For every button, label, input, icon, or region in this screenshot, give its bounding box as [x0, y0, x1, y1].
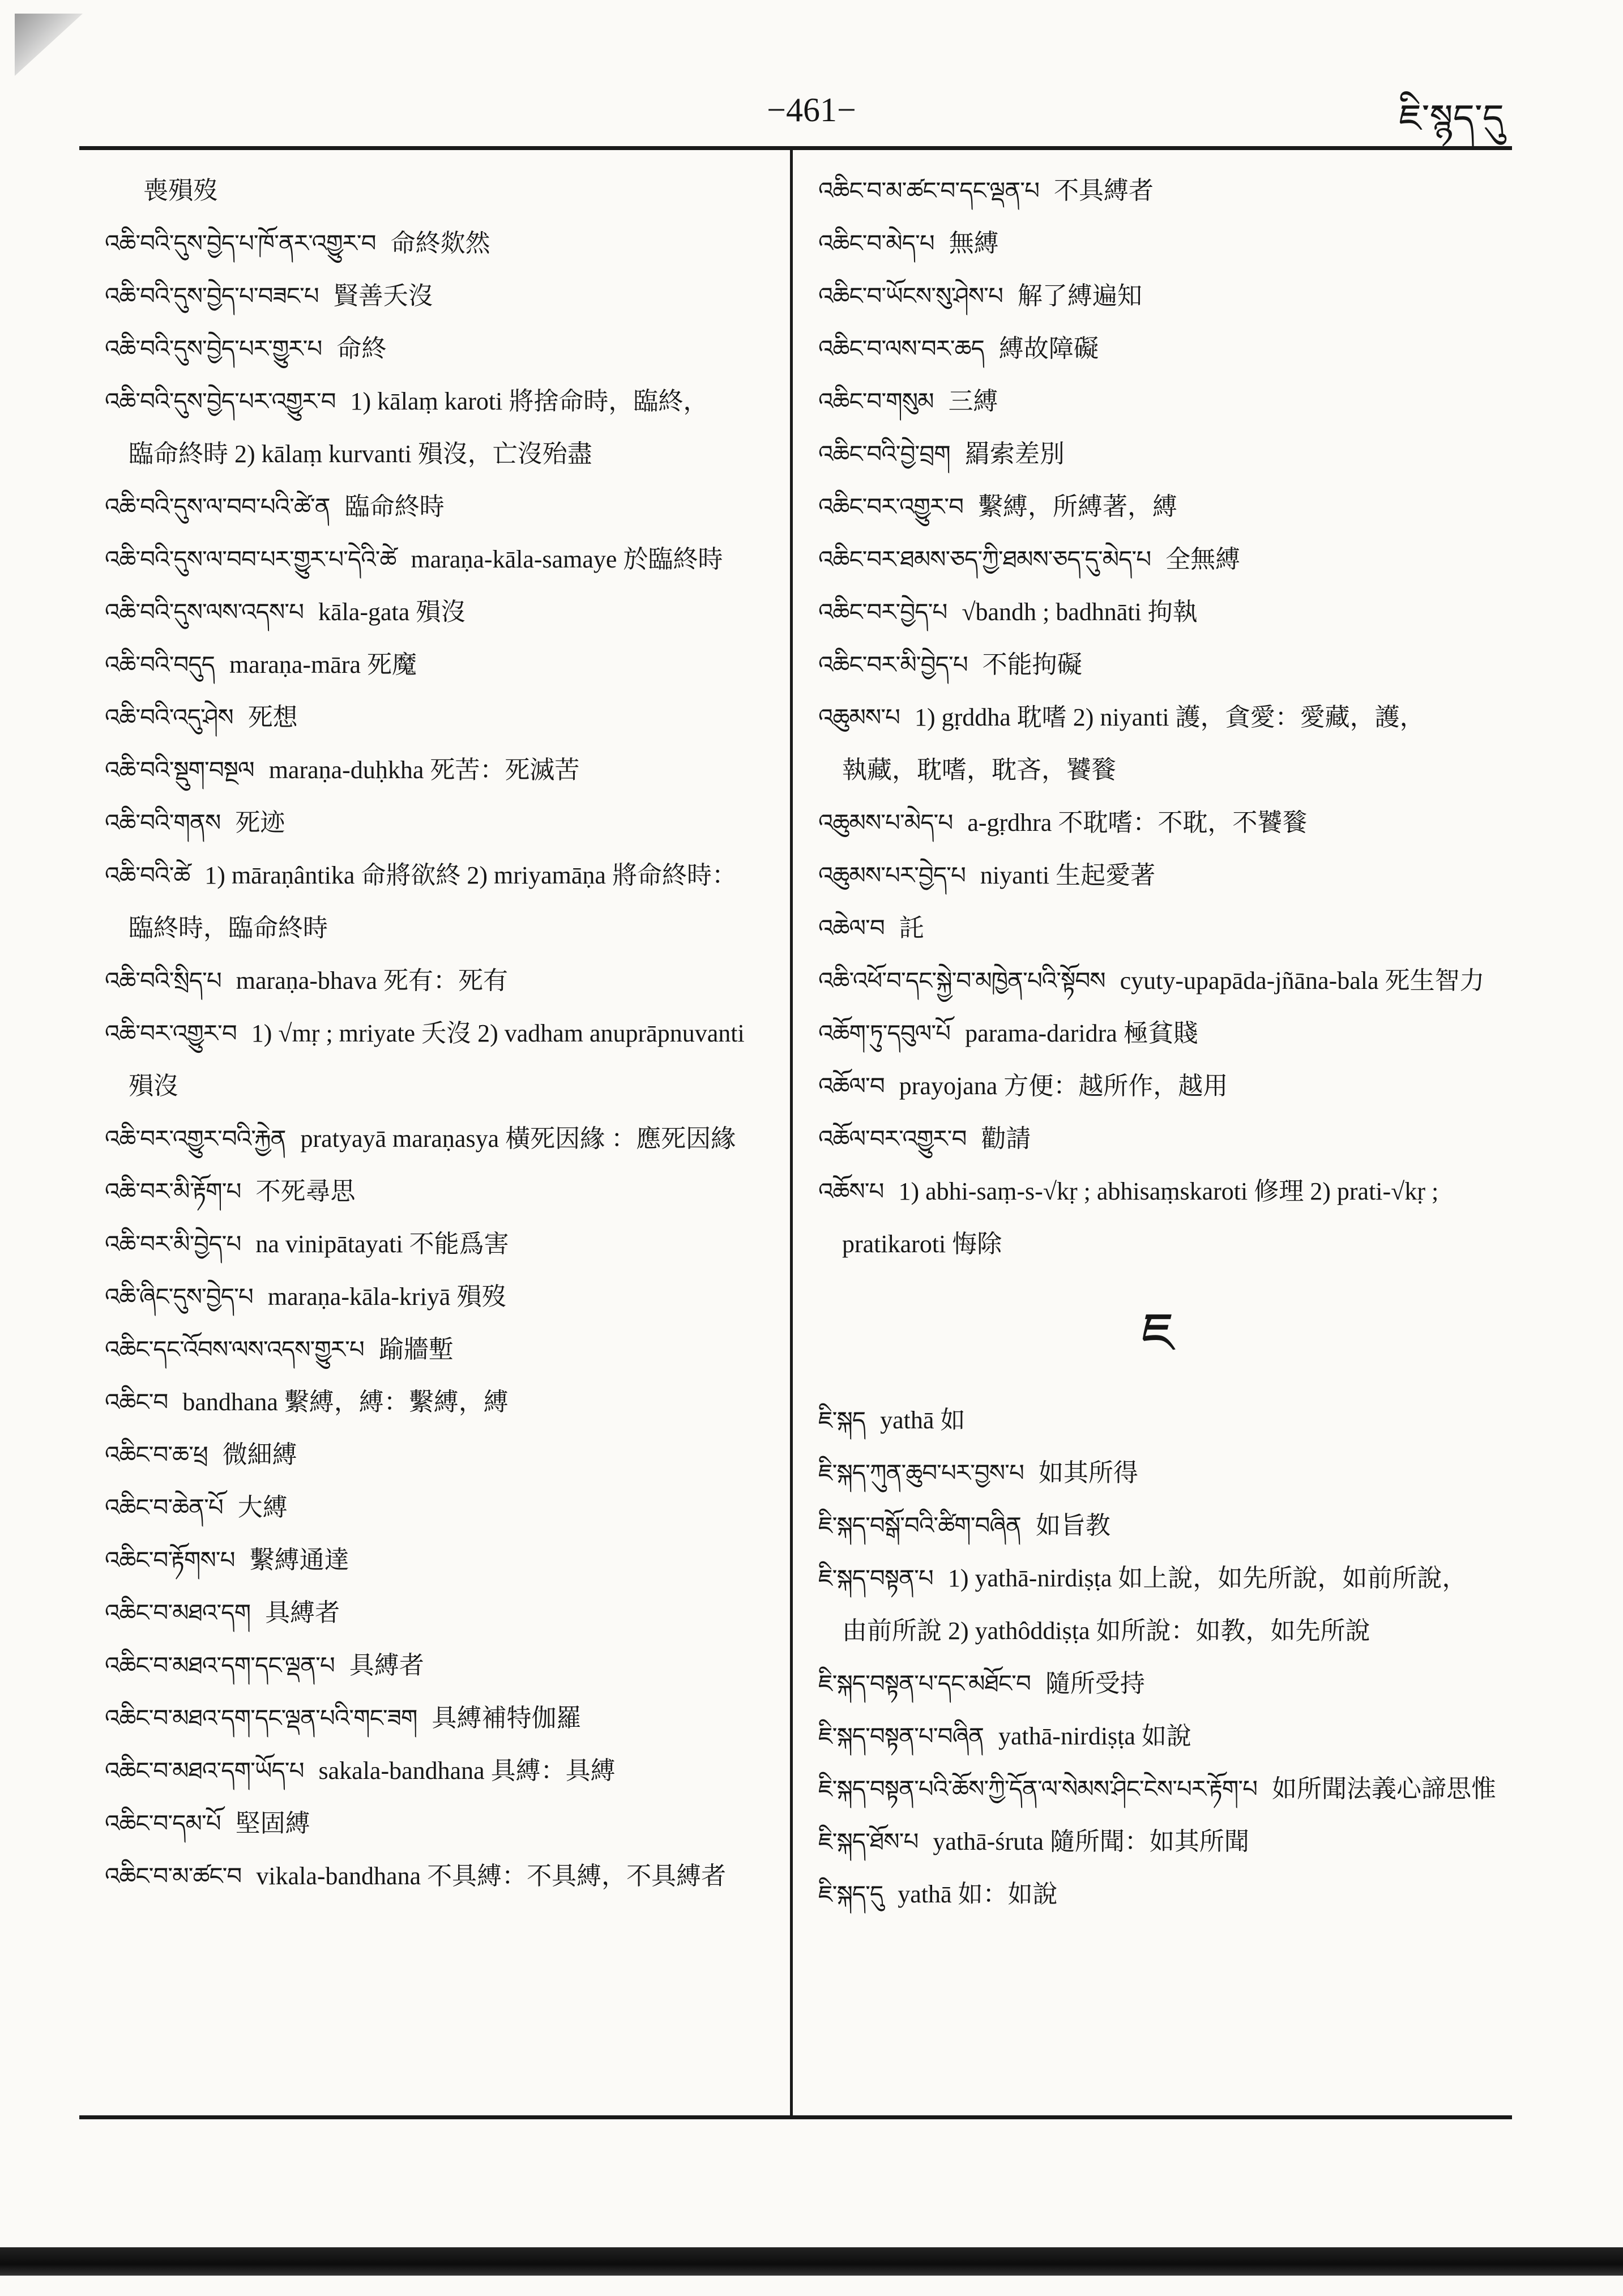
dictionary-entry — [105, 1165, 773, 1218]
entry-headword: འཆིང་བ་དམ་པོ — [105, 1810, 221, 1837]
entry-headword: འཆུམས་པ — [818, 703, 900, 731]
entry-gloss: bandhana 繫縛，縛：繫縛，縛 — [182, 1388, 509, 1416]
entry-headword: འཆོག་ཏུ་དབུལ་པོ — [818, 1019, 951, 1047]
dictionary-entry — [105, 1481, 773, 1534]
dictionary-entry — [105, 586, 773, 638]
entry-gloss: 解了縛遍知 — [1017, 282, 1142, 310]
dictionary-entry — [818, 1552, 1498, 1657]
entry-gloss: 大縛 — [237, 1493, 288, 1521]
entry-headword: ཇི་སྐད་ཐོས་པ — [818, 1828, 919, 1855]
entry-gloss: 無縛 — [949, 229, 999, 257]
dictionary-entry — [818, 586, 1498, 638]
dictionary-entry — [105, 1639, 773, 1692]
entry-gloss: 1) yathā-nirdiṣṭa 如上說，如先所說，如前所說，由前所說 2) yathôddiṣṭa 如所說：如教，如先所說 — [842, 1564, 1467, 1645]
dictionary-entry — [818, 270, 1498, 322]
entry-headword: འཆི་བའི་འདུ་ཤེས — [105, 703, 233, 731]
entry-headword: འཆིང་བར་འགྱུར་བ — [818, 493, 964, 520]
dictionary-entry — [818, 1060, 1498, 1112]
entry-gloss: 羂索差別 — [964, 440, 1065, 468]
entry-gloss: maraṇa-kāla-kriyā 殞歿 — [267, 1283, 507, 1311]
entry-headword: འཆི་བའི་དུས་ལས་འདས་པ — [105, 598, 304, 626]
entry-headword: འཆིང་བའི་བྱེ་བྲག — [818, 440, 950, 468]
entry-gloss: 具縛者 — [349, 1651, 424, 1679]
entry-gloss: 1) māraṇântika 命將欲終 2) mriyamāṇa 將命終時：臨終時，臨命終時 — [129, 861, 737, 942]
entry-gloss: √bandh ; badhnāti 拘執 — [962, 598, 1198, 626]
dictionary-entry — [818, 954, 1498, 1007]
dictionary-entry — [818, 428, 1498, 480]
entry-headword: འཆི་བའི་བདུད — [105, 651, 215, 678]
dictionary-entry — [818, 1815, 1498, 1868]
entry-headword: འཆི་བའི་སྡུག་བསྔལ — [105, 756, 254, 784]
entry-gloss: prayojana 方便：越所作，越用 — [899, 1072, 1228, 1100]
dictionary-entry — [818, 902, 1498, 954]
entry-gloss: vikala-bandhana 不具縛：不具縛，不具縛者 — [256, 1862, 727, 1890]
entry-gloss: 1) abhi-saṃ-s-√kṛ ; abhisaṃskaroti 修理 2) prati-√kṛ ; pratikaroti 悔除 — [842, 1177, 1439, 1258]
dictionary-entry — [818, 691, 1498, 796]
dictionary-entry — [105, 375, 773, 480]
entry-gloss: 喪殞歿 — [143, 177, 218, 204]
entry-gloss: 隨所受持 — [1045, 1670, 1145, 1697]
entry-headword: འཆི་བའི་དུས་ལ་བབ་པའི་ཚེ་ན — [105, 493, 330, 520]
entry-gloss: 命終欻然 — [390, 229, 490, 257]
column-divider — [790, 150, 793, 2115]
entry-gloss: 繫縛，所縛著，縛 — [978, 493, 1178, 520]
entry-gloss: 死想 — [247, 703, 298, 731]
entry-headword: འཆིང་བར་མི་བྱེད་པ — [818, 651, 968, 678]
scan-corner-mark — [15, 14, 83, 76]
entry-headword: འཆིང་བ་གསུམ — [818, 387, 934, 415]
entry-gloss: yathā-śruta 隨所聞：如其所聞 — [933, 1828, 1249, 1855]
entry-headword: འཆི་བའི་དུས་བྱེད་པ་ཁོ་ནར་འགྱུར་བ — [105, 229, 376, 257]
scan-bottom-band — [0, 2247, 1623, 2276]
dictionary-entry — [818, 533, 1498, 586]
entry-gloss: 具縛補特伽羅 — [432, 1704, 582, 1732]
entry-headword: ཇི་སྐད་བསྟན་པ་དང་མཐོང་བ — [818, 1670, 1031, 1697]
entry-headword: འཆིང་བ་མ་ཚང་བ་དང་ལྡན་པ — [818, 177, 1040, 204]
right-column — [818, 164, 1498, 1921]
dictionary-entry — [105, 1112, 773, 1165]
entry-gloss: 具縛者 — [265, 1599, 340, 1627]
dictionary-entry — [818, 217, 1498, 270]
dictionary-entry — [818, 638, 1498, 691]
dictionary-entry — [105, 954, 773, 1007]
page-number: −461− — [767, 91, 856, 129]
entry-headword: འཆིང་བ་མཐའ་དག་དང་ལྡན་པའི་གང་ཟག — [105, 1704, 417, 1732]
dictionary-entry — [818, 796, 1498, 849]
entry-gloss: maraṇa-duḥkha 死苦：死滅苦 — [268, 756, 580, 784]
entry-gloss: 不能拘礙 — [982, 651, 1082, 678]
dictionary-entry — [105, 849, 773, 954]
left-column — [105, 164, 773, 1902]
entry-gloss: 如所聞法義心諦思惟 — [1272, 1775, 1497, 1803]
entry-gloss: 不具縛者 — [1054, 177, 1154, 204]
dictionary-entry — [818, 164, 1498, 217]
entry-headword: འཆིང་བ་ཆ་ཕྲ — [105, 1441, 208, 1469]
entry-headword: འཆིང་བ་ཆེན་པོ — [105, 1493, 223, 1521]
entry-gloss: na vinipātayati 不能爲害 — [255, 1230, 509, 1258]
entry-gloss: 死迹 — [235, 809, 285, 837]
dictionary-entry — [105, 1218, 773, 1270]
entry-gloss: yathā 如：如說 — [898, 1880, 1058, 1908]
dictionary-entry — [105, 744, 773, 796]
entry-headword: འཆིང་བར་བྱེད་པ — [818, 598, 947, 626]
entry-gloss: 命終 — [336, 335, 387, 362]
entry-headword: འཆི་བར་མི་བྱེད་པ — [105, 1230, 241, 1258]
entry-gloss: yathā 如 — [880, 1406, 966, 1434]
entry-headword: འཆི་བའི་དུས་ལ་བབ་པར་གྱུར་པ་དེའི་ཚེ — [105, 545, 396, 573]
dictionary-entry — [105, 1534, 773, 1586]
dictionary-entry — [818, 375, 1498, 428]
entry-headword: འཆིང་བ — [105, 1388, 168, 1416]
entry-gloss: 1) √mṛ ; mriyate 夭沒 2) vadham anuprāpnuvanti 殞沒 — [129, 1019, 745, 1100]
dictionary-entry — [818, 1499, 1498, 1552]
entry-headword: འཆི་ཞིང་དུས་བྱེད་པ — [105, 1283, 253, 1311]
dictionary-entry — [105, 1586, 773, 1639]
dictionary-entry — [105, 1007, 773, 1112]
dictionary-entry — [818, 1165, 1498, 1270]
entry-gloss: 1) kālaṃ karoti 將捨命時，臨終，臨命終時 2) kālaṃ kurvanti 殞沒，亡沒殆盡 — [129, 387, 708, 468]
entry-headword: འཆི་བའི་དུས་བྱེད་པར་གྱུར་པ — [105, 335, 322, 362]
dictionary-entry — [818, 1762, 1498, 1815]
dictionary-entry — [105, 638, 773, 691]
entry-headword: འཆི་བའི་གནས — [105, 809, 221, 837]
entry-gloss: maraṇa-māra 死魔 — [229, 651, 417, 678]
entry-gloss: 臨命終時 — [344, 493, 445, 520]
entry-gloss: 不死尋思 — [255, 1177, 356, 1205]
entry-headword: ཇི་སྐད — [818, 1406, 866, 1434]
entry-headword: འཆི་བར་འགྱུར་བ — [105, 1019, 237, 1047]
bottom-rule — [79, 2115, 1512, 2119]
dictionary-entry — [105, 691, 773, 744]
entry-gloss: 踰牆塹 — [378, 1335, 454, 1363]
entry-headword: འཆི་བའི་སྲིད་པ — [105, 967, 221, 995]
entry-gloss: 勸請 — [981, 1125, 1031, 1153]
entry-headword: ཇི་སྐད་བསྟན་པ — [818, 1564, 933, 1592]
entry-headword: ཇི་སྐད་དུ — [818, 1880, 883, 1908]
dictionary-entry — [105, 480, 773, 533]
entry-headword: འཆིང་བ་མཐའ་དག — [105, 1599, 251, 1627]
dictionary-entry — [105, 322, 773, 375]
dictionary-entry — [105, 164, 773, 217]
entry-gloss: maraṇa-kāla-samaye 於臨終時 — [411, 545, 723, 573]
entry-gloss: niyanti 生起愛著 — [980, 861, 1156, 889]
entry-gloss: 堅固縛 — [235, 1810, 310, 1837]
dictionary-entry — [818, 480, 1498, 533]
entry-gloss: maraṇa-bhava 死有：死有 — [236, 967, 508, 995]
entry-headword: འཆི་འཕོ་བ་དང་སྐྱེ་བ་མཁྱེན་པའི་སྟོབས — [818, 967, 1105, 995]
entry-headword: འཆིང་བ་མ་ཚང་བ — [105, 1862, 242, 1890]
entry-headword: འཆིང་བ་མཐའ་དག་དང་ལྡན་པ — [105, 1651, 335, 1679]
entry-headword: འཆིང་བ་མཐའ་དག་ཡོད་པ — [105, 1757, 304, 1785]
entry-headword: འཆུམས་པར་བྱེད་པ — [818, 861, 966, 889]
entry-headword: ཇི་སྐད་བསྒོ་བའི་ཚིག་བཞིན — [818, 1512, 1021, 1539]
entry-headword: འཆོས་པ — [818, 1177, 884, 1205]
entry-headword: འཆི་བའི་དུས་བྱེད་པ་བཟང་པ — [105, 282, 319, 310]
entry-gloss: 微細縛 — [222, 1441, 297, 1469]
entry-gloss: 託 — [899, 914, 924, 942]
entry-headword: འཆིང་བ་རྟོགས་པ — [105, 1546, 235, 1574]
entry-gloss: 1) gṛddha 耽嗜 2) niyanti 護，貪愛：愛藏，護，執藏，耽嗜，耽吝，饕餮 — [842, 703, 1425, 784]
dictionary-entry — [818, 1394, 1498, 1446]
entry-headword: འཆི་བའི་དུས་བྱེད་པར་འགྱུར་བ — [105, 387, 336, 415]
entry-gloss: 賢善夭沒 — [333, 282, 433, 310]
dictionary-entry — [105, 533, 773, 586]
entry-gloss: parama-daridra 極貧賤 — [965, 1019, 1198, 1047]
entry-headword: ཇི་སྐད་བསྟན་པ་བཞིན — [818, 1722, 984, 1750]
dictionary-entry — [818, 1868, 1498, 1921]
entry-headword: འཆུམས་པ་མེད་པ — [818, 809, 953, 837]
entry-gloss: pratyayā maraṇasya 橫死因緣 ：應死因緣 — [300, 1125, 736, 1153]
dictionary-entry — [105, 1850, 773, 1902]
entry-gloss: 縛故障礙 — [998, 335, 1099, 362]
entry-headword: འཆི་བར་འགྱུར་བའི་རྐྱེན — [105, 1125, 286, 1153]
entry-headword: འཆི་བར་མི་རྟོག་པ — [105, 1177, 241, 1205]
dictionary-entry — [818, 1112, 1498, 1165]
dictionary-entry — [105, 1270, 773, 1323]
entry-headword: འཆོལ་བ — [818, 1072, 885, 1100]
entry-gloss: cyuty-upapāda-jñāna-bala 死生智力 — [1120, 967, 1485, 995]
entry-gloss: 全無縛 — [1165, 545, 1241, 573]
entry-gloss: yathā-nirdiṣṭa 如說 — [998, 1722, 1191, 1750]
entry-headword: འཆིང་བ་ལས་བར་ཆད — [818, 335, 984, 362]
dictionary-entry — [105, 1797, 773, 1850]
entry-gloss: 如其所得 — [1038, 1459, 1138, 1487]
entry-headword: འཆིང་བ་མེད་པ — [818, 229, 934, 257]
entry-headword: འཆི་བའི་ཚེ — [105, 861, 190, 889]
entry-gloss: 如旨教 — [1035, 1512, 1111, 1539]
entry-gloss: 繫縛通達 — [249, 1546, 349, 1574]
dictionary-entry — [105, 1744, 773, 1797]
running-head: ཇི་སྙད་དུ — [1399, 96, 1504, 140]
dictionary-entry — [105, 1323, 773, 1376]
dictionary-entry — [818, 1710, 1498, 1762]
dictionary-entry — [105, 1376, 773, 1428]
entry-headword: འཆོལ་བར་འགྱུར་བ — [818, 1125, 967, 1153]
entry-headword: འཆིང་བ་ཡོངས་སུ་ཤེས་པ — [818, 282, 1003, 310]
dictionary-entry — [818, 1007, 1498, 1060]
dictionary-entry — [818, 1446, 1498, 1499]
section-letter: ཇ — [1141, 1301, 1175, 1364]
dictionary-entry — [818, 849, 1498, 902]
dictionary-entry — [818, 1657, 1498, 1710]
dictionary-entry — [105, 217, 773, 270]
entry-headword: འཆིང་བར་ཐམས་ཅད་ཀྱི་ཐམས་ཅད་དུ་མེད་པ — [818, 545, 1151, 573]
entry-gloss: sakala-bandhana 具縛：具縛 — [318, 1757, 616, 1785]
entry-headword: འཆིང་དང་འོབས་ལས་འདས་གྱུར་པ — [105, 1335, 364, 1363]
dictionary-entry — [105, 270, 773, 322]
entry-gloss: kāla-gata 殞沒 — [318, 598, 466, 626]
dictionary-entry — [105, 1428, 773, 1481]
dictionary-entry — [818, 322, 1498, 375]
dictionary-entry — [105, 1692, 773, 1744]
entry-headword: ཇི་སྐད་ཀུན་ཆུབ་པར་བྱས་པ — [818, 1459, 1024, 1487]
top-rule — [79, 146, 1512, 150]
entry-gloss: a-gṛdhra 不耽嗜：不耽，不饕餮 — [967, 809, 1308, 837]
dictionary-entry — [105, 796, 773, 849]
entry-headword: ཇི་སྐད་བསྟན་པའི་ཆོས་ཀྱི་དོན་ལ་སེམས་ཤིང་ངེས་པར་རྟོག་པ — [818, 1775, 1258, 1803]
entry-headword: འཆེལ་བ — [818, 914, 885, 942]
entry-gloss: 三縛 — [948, 387, 998, 415]
